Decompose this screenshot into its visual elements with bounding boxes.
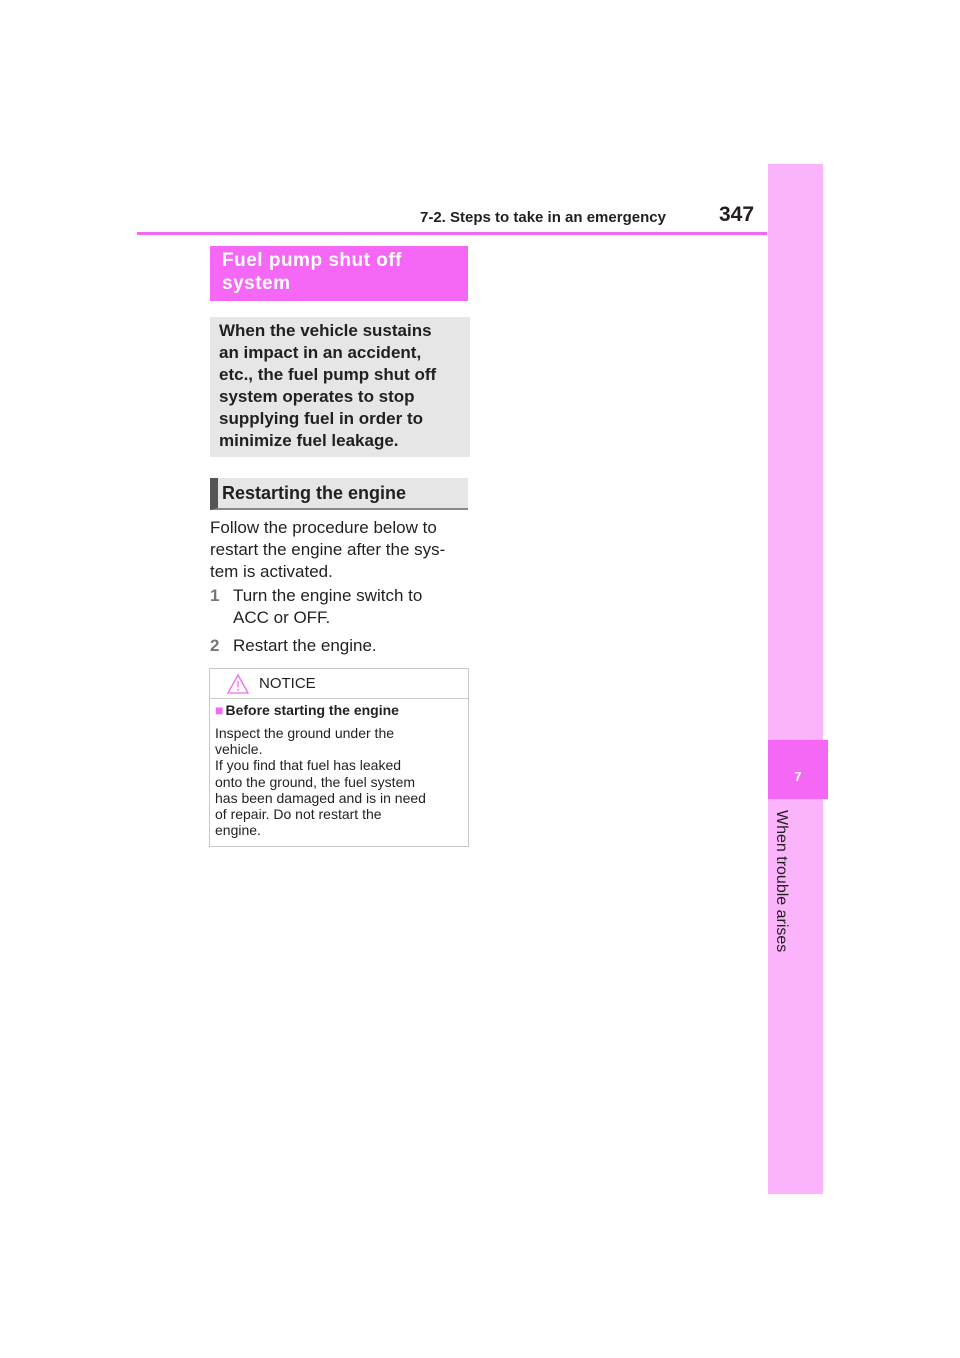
summary-line: system operates to stop: [219, 387, 415, 406]
restart-heading-text: Restarting the engine: [222, 483, 407, 503]
fuel-pump-heading-line1: Fuel pump shut off: [222, 250, 402, 271]
intro-line: Follow the procedure below to: [210, 518, 437, 537]
section-title: 7-2. Steps to take in an emergency: [420, 209, 666, 226]
notice-line: has been damaged and is in need: [215, 789, 426, 806]
chapter-side-tab: [768, 164, 823, 1194]
notice-line: onto the ground, the fuel system: [215, 773, 416, 790]
step-text: ACC or OFF.: [233, 608, 331, 627]
notice-title: [215, 702, 399, 718]
notice-line: vehicle.: [215, 741, 263, 758]
notice-line: If you find that fuel has leaked: [215, 757, 402, 774]
notice-line: engine.: [215, 822, 261, 839]
step-2: [210, 635, 472, 657]
notice-title-text: Before starting the engine: [225, 702, 399, 718]
notice-line: Inspect the ground under the: [215, 725, 395, 741]
notice-header: [210, 669, 468, 699]
header-rule: [137, 232, 767, 235]
chapter-label: When trouble arises: [773, 810, 790, 953]
summary-line: an impact in an accident,: [219, 343, 422, 362]
intro-line: tem is activated.: [210, 562, 333, 581]
warning-triangle-icon: [226, 673, 250, 695]
restart-heading: [210, 478, 468, 510]
fuel-pump-summary-box: [210, 317, 470, 457]
step-number: 2: [210, 636, 220, 655]
chapter-number-tab[interactable]: [768, 740, 828, 799]
fuel-pump-heading-line2: system: [222, 273, 291, 294]
step-text: Turn the engine switch to: [233, 586, 423, 605]
summary-line: etc., the fuel pump shut off: [219, 365, 437, 384]
fuel-pump-heading: [210, 246, 468, 301]
chapter-number: 7: [794, 769, 802, 784]
summary-line: minimize fuel leakage.: [219, 431, 399, 450]
notice-text: [215, 725, 465, 838]
notice-line: of repair. Do not restart the: [215, 806, 382, 823]
restart-intro: [210, 517, 472, 583]
step-1: [210, 585, 472, 629]
intro-line: restart the engine after the sys-: [210, 540, 446, 559]
step-number: 1: [210, 586, 220, 605]
page-number: 347: [719, 203, 755, 226]
summary-line: supplying fuel in order to: [219, 409, 423, 428]
square-bullet-icon: ■: [215, 702, 224, 718]
notice-box: [209, 668, 469, 847]
notice-label: NOTICE: [259, 675, 316, 692]
step-text: Restart the engine.: [233, 636, 377, 655]
summary-line: When the vehicle sustains: [219, 321, 432, 340]
